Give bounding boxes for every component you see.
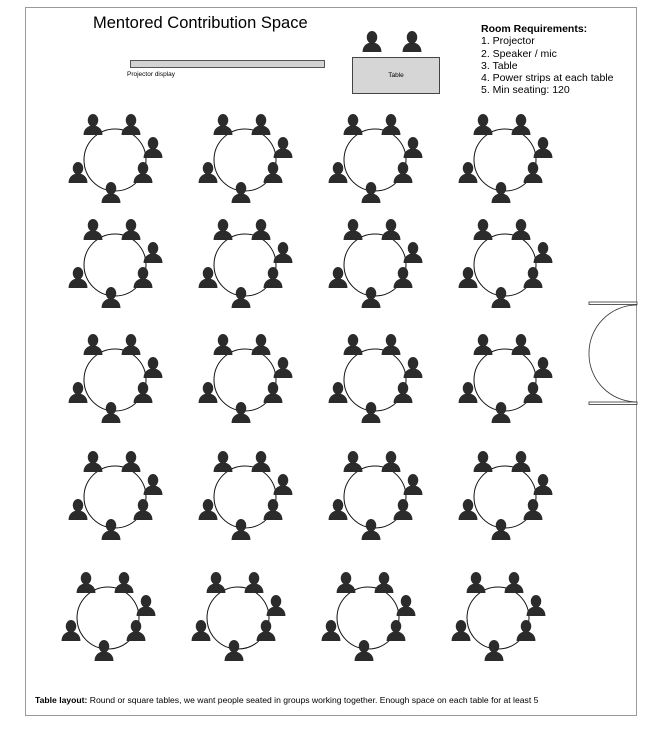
person-icon: [77, 572, 96, 593]
requirement-item: 4. Power strips at each table: [481, 72, 614, 85]
person-icon: [137, 595, 156, 616]
projector-label: Projector display: [127, 71, 176, 78]
person-icon: [214, 451, 233, 472]
person-icon: [344, 334, 363, 355]
table-group: [192, 572, 286, 661]
person-icon: [534, 137, 553, 158]
person-icon: [524, 267, 543, 288]
person-icon: [214, 114, 233, 135]
table-group: [69, 219, 163, 308]
table-layout-label: Table layout:: [35, 695, 88, 705]
person-icon: [404, 137, 423, 158]
person-icon: [102, 287, 121, 308]
person-icon: [95, 640, 114, 661]
table-group: [459, 451, 553, 540]
person-icon: [274, 137, 293, 158]
person-icon: [134, 499, 153, 520]
person-icon: [394, 162, 413, 183]
person-icon: [534, 474, 553, 495]
person-icon: [404, 357, 423, 378]
person-icon: [474, 451, 493, 472]
person-icon: [264, 382, 283, 403]
table-group: [69, 451, 163, 540]
table-group: [199, 451, 293, 540]
person-icon: [102, 182, 121, 203]
person-icon: [84, 219, 103, 240]
table-layout-note: [35, 695, 538, 705]
person-icon: [492, 182, 511, 203]
person-icon: [232, 287, 251, 308]
person-icon: [492, 519, 511, 540]
person-icon: [245, 572, 264, 593]
person-icon: [84, 114, 103, 135]
page-title: Mentored Contribution Space: [93, 14, 308, 32]
speaker-person-icon: [363, 31, 382, 52]
person-icon: [232, 519, 251, 540]
person-icon: [232, 402, 251, 423]
person-icon: [122, 334, 141, 355]
person-icon: [122, 451, 141, 472]
person-icon: [134, 267, 153, 288]
person-icon: [274, 357, 293, 378]
table-group: [322, 572, 416, 661]
person-icon: [207, 572, 226, 593]
door: [589, 302, 637, 405]
requirements-heading: Room Requirements:: [481, 23, 588, 35]
person-icon: [394, 267, 413, 288]
person-icon: [512, 219, 531, 240]
table-group: [459, 219, 553, 308]
speaker-table-label: Table: [388, 72, 404, 79]
person-icon: [382, 334, 401, 355]
person-icon: [512, 451, 531, 472]
person-icon: [404, 474, 423, 495]
person-icon: [84, 451, 103, 472]
person-icon: [252, 114, 271, 135]
person-icon: [144, 242, 163, 263]
person-icon: [492, 287, 511, 308]
person-icon: [274, 474, 293, 495]
person-icon: [375, 572, 394, 593]
door-frame-bottom: [589, 402, 637, 405]
person-icon: [225, 640, 244, 661]
person-icon: [362, 519, 381, 540]
person-icon: [144, 474, 163, 495]
person-icon: [467, 572, 486, 593]
table-group: [199, 114, 293, 203]
table-layout-text: Round or square tables, we want people seated in groups working together. Enough space on each table for at least 5: [89, 695, 539, 705]
person-icon: [485, 640, 504, 661]
door-swing-top: [589, 305, 637, 353]
table-groups: [62, 114, 553, 661]
person-icon: [474, 334, 493, 355]
table-group: [199, 334, 293, 423]
person-icon: [355, 640, 374, 661]
person-icon: [115, 572, 134, 593]
table-group: [62, 572, 156, 661]
table-group: [329, 334, 423, 423]
person-icon: [102, 519, 121, 540]
person-icon: [394, 382, 413, 403]
person-icon: [252, 219, 271, 240]
person-icon: [214, 334, 233, 355]
person-icon: [362, 287, 381, 308]
person-icon: [517, 620, 536, 641]
person-icon: [267, 595, 286, 616]
person-icon: [214, 219, 233, 240]
person-icon: [337, 572, 356, 593]
table-group: [329, 114, 423, 203]
table-group: [69, 334, 163, 423]
door-swing-bottom: [589, 353, 637, 402]
person-icon: [382, 219, 401, 240]
table-group: [69, 114, 163, 203]
table-group: [452, 572, 546, 661]
person-icon: [474, 219, 493, 240]
person-icon: [362, 182, 381, 203]
person-icon: [387, 620, 406, 641]
person-icon: [84, 334, 103, 355]
person-icon: [122, 219, 141, 240]
person-icon: [344, 219, 363, 240]
person-icon: [274, 242, 293, 263]
person-icon: [144, 137, 163, 158]
person-icon: [264, 162, 283, 183]
requirement-item: 3. Table: [481, 59, 518, 72]
person-icon: [382, 451, 401, 472]
person-icon: [394, 499, 413, 520]
person-icon: [382, 114, 401, 135]
person-icon: [252, 451, 271, 472]
person-icon: [257, 620, 276, 641]
person-icon: [524, 162, 543, 183]
person-icon: [492, 402, 511, 423]
person-icon: [505, 572, 524, 593]
person-icon: [252, 334, 271, 355]
requirement-item: 1. Projector: [481, 35, 535, 48]
person-icon: [534, 357, 553, 378]
person-icon: [134, 382, 153, 403]
requirement-item: 5. Min seating: 120: [481, 84, 570, 97]
person-icon: [344, 114, 363, 135]
speaker-person-icon: [403, 31, 422, 52]
person-icon: [534, 242, 553, 263]
table-group: [459, 334, 553, 423]
person-icon: [397, 595, 416, 616]
person-icon: [404, 242, 423, 263]
person-icon: [362, 402, 381, 423]
person-icon: [102, 402, 121, 423]
person-icon: [264, 499, 283, 520]
table-group: [329, 451, 423, 540]
person-icon: [144, 357, 163, 378]
door-frame-top: [589, 302, 637, 305]
person-icon: [524, 499, 543, 520]
table-group: [199, 219, 293, 308]
person-icon: [527, 595, 546, 616]
table-group: [329, 219, 423, 308]
person-icon: [524, 382, 543, 403]
speaker-seats: [363, 31, 422, 52]
person-icon: [264, 267, 283, 288]
person-icon: [134, 162, 153, 183]
table-group: [459, 114, 553, 203]
person-icon: [512, 114, 531, 135]
person-icon: [512, 334, 531, 355]
requirement-item: 2. Speaker / mic: [481, 47, 557, 60]
person-icon: [344, 451, 363, 472]
person-icon: [127, 620, 146, 641]
person-icon: [232, 182, 251, 203]
person-icon: [122, 114, 141, 135]
person-icon: [474, 114, 493, 135]
